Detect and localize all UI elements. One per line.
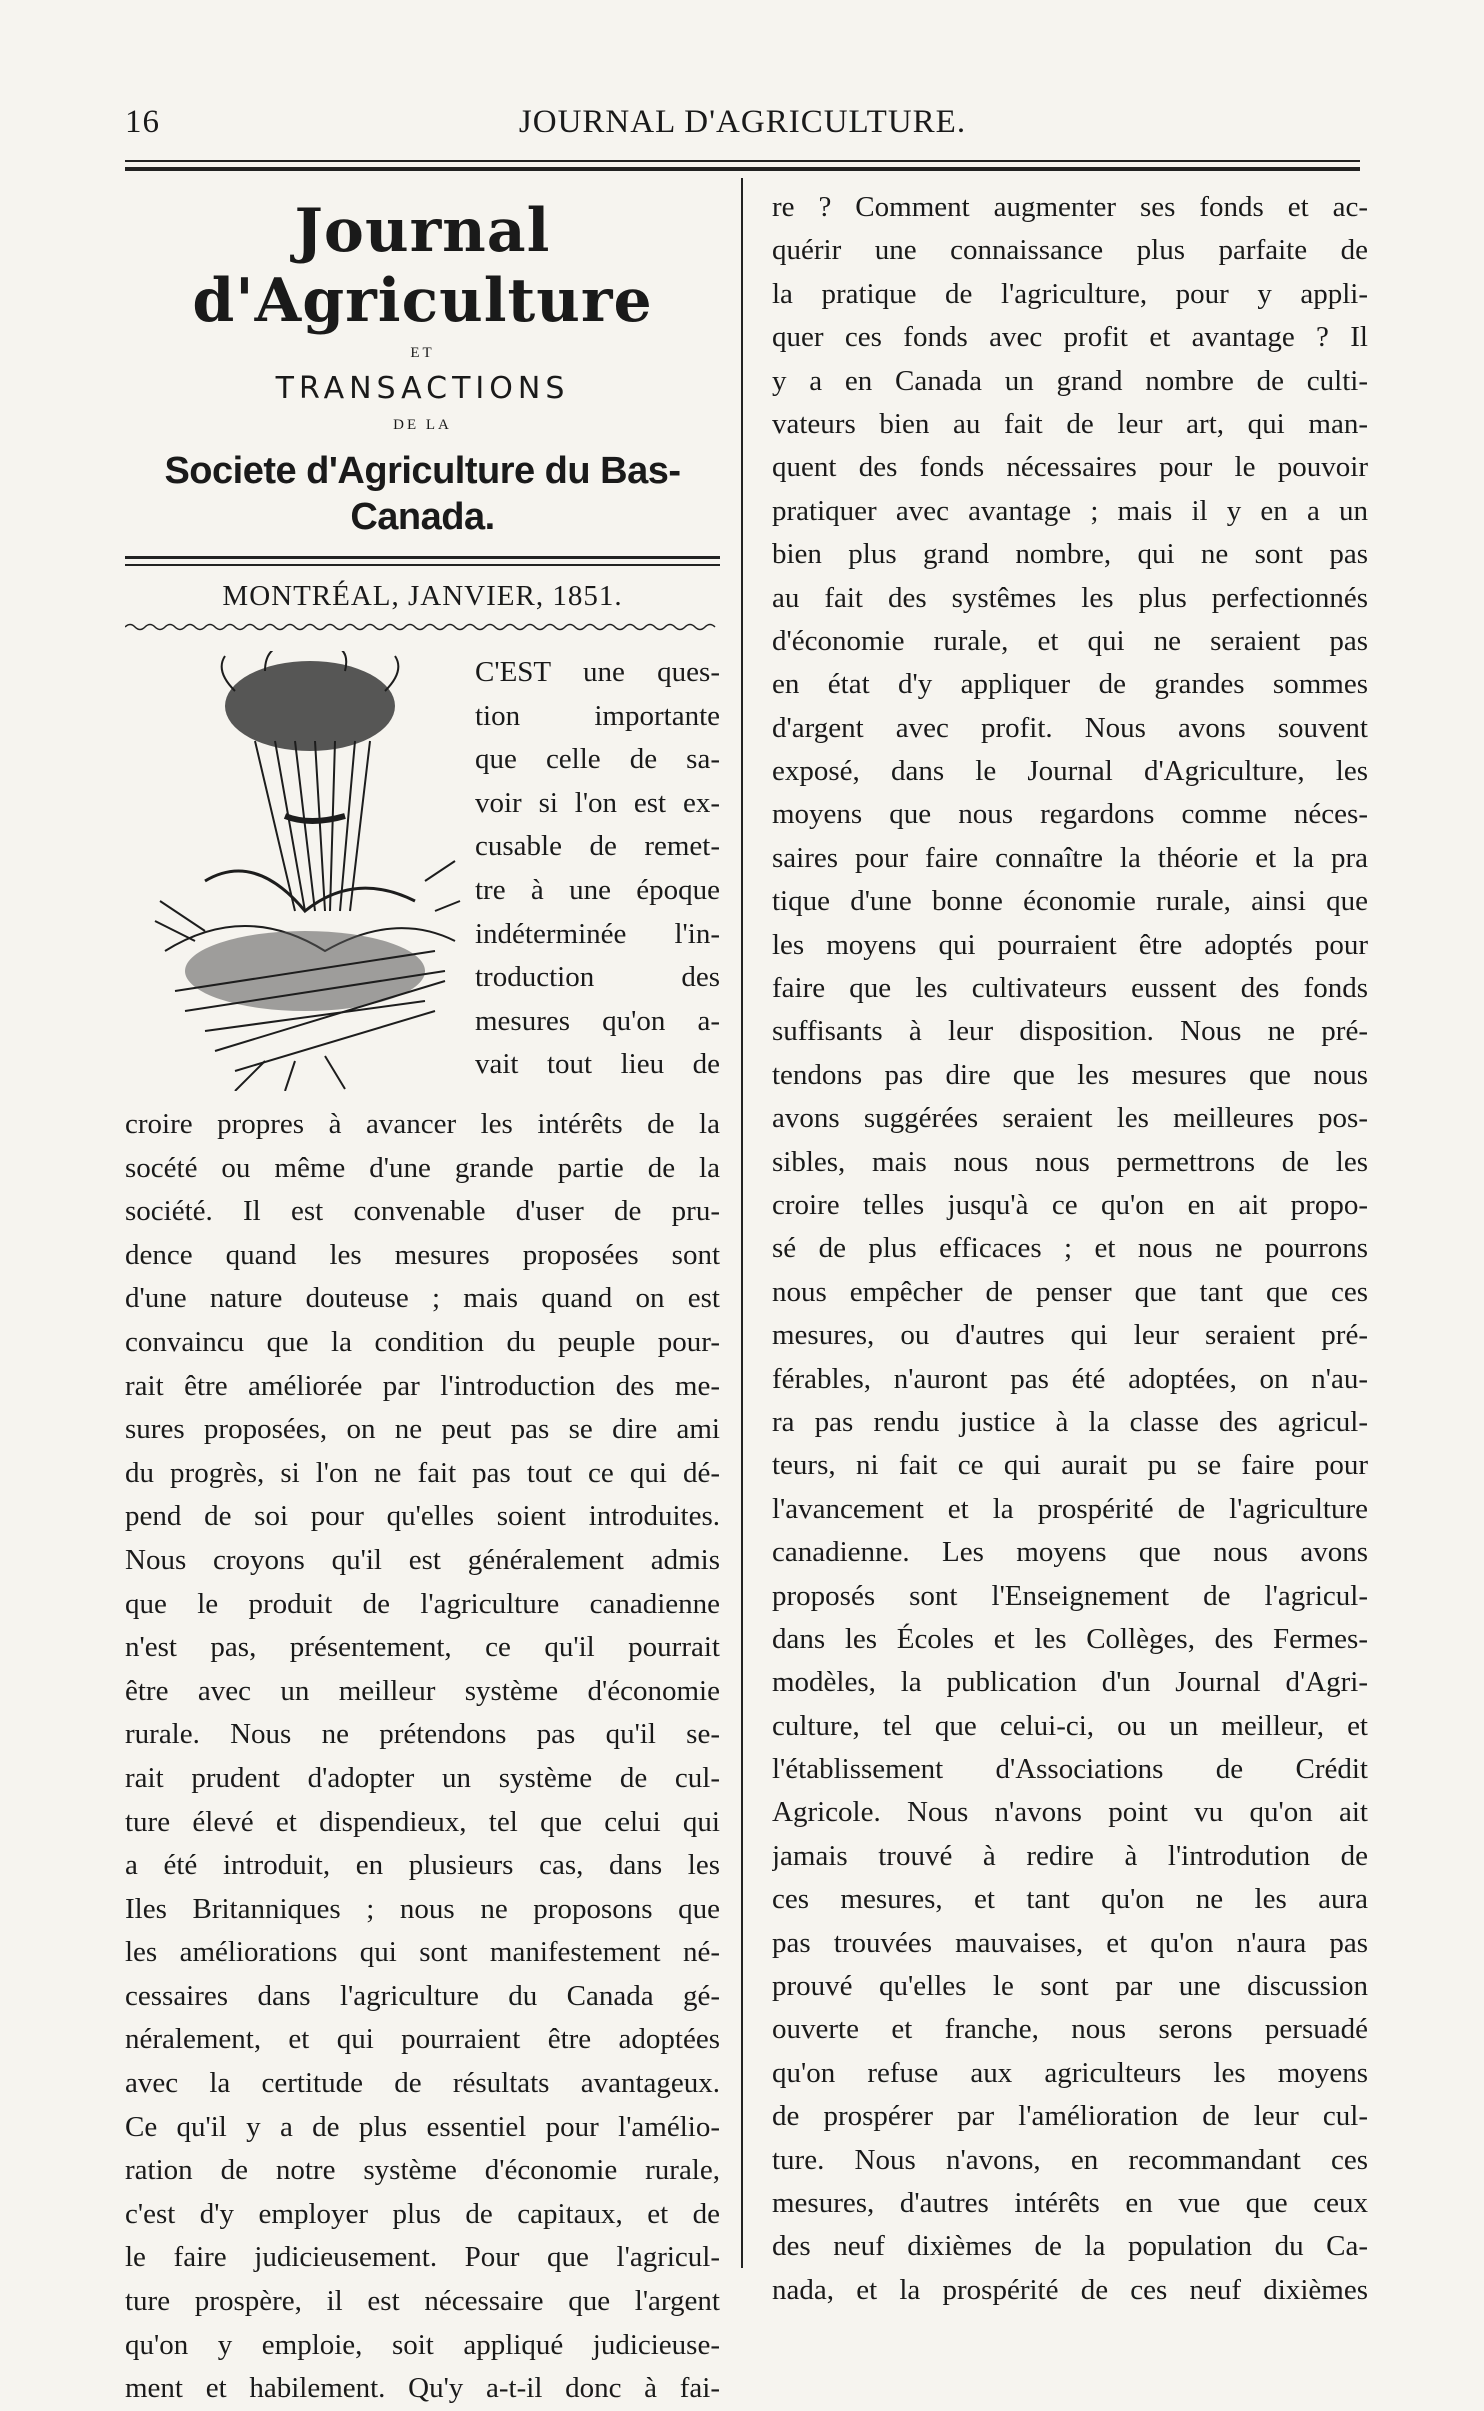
wrap-line: voir si l'on est ex- — [475, 786, 720, 819]
column-divider — [741, 178, 743, 2268]
text-line: sé de plus efficaces ; et nous ne pourrons — [772, 1232, 1368, 1265]
text-line: société. Il est convenable d'user de pru- — [125, 1195, 720, 1228]
text-line: moyens que nous regardons comme néces- — [772, 798, 1368, 831]
masthead-transactions: TRANSACTIONS — [275, 371, 570, 406]
text-line: modèles, la publication d'un Journal d'Agri- — [772, 1666, 1368, 1699]
text-line: re ? Comment augmenter ses fonds et ac- — [772, 191, 1368, 223]
text-line: de prospérer par l'amélioration de leur cul- — [772, 2100, 1368, 2133]
text-line: ces mesures, et tant qu'on ne les aura — [772, 1883, 1368, 1916]
text-line: qu'on refuse aux agriculteurs les moyens — [772, 2056, 1368, 2089]
text-line: tique d'une bonne économie rurale, ainsi que — [772, 885, 1368, 918]
text-line: d'économie rurale, et qui ne seraient pas — [772, 624, 1368, 657]
wrap-line: indéterminée l'in- — [475, 917, 720, 950]
text-line: qu'on y emploie, soit appliqué judicieuse- — [125, 2328, 720, 2361]
dateline: MONTRÉAL, JANVIER, 1851. — [222, 580, 623, 612]
text-line: cessaires dans l'agriculture du Canada gé- — [125, 1979, 720, 2012]
page-number: 16 — [125, 104, 160, 140]
text-line: ture élevé et dispendieux, tel que celui qui — [125, 1805, 720, 1838]
text-line: quérir une connaissance plus parfaite de — [772, 234, 1368, 267]
text-line: sibles, mais nous nous permettrons de les — [772, 1145, 1368, 1178]
masthead-title: Journal d'Agriculture — [192, 196, 653, 336]
text-line: ture prospère, il est nécessaire que l'argent — [125, 2285, 720, 2318]
wrap-text — [475, 651, 720, 1087]
top-rule-thick — [125, 167, 1360, 171]
text-line: nous empêcher de penser que tant que ces — [772, 1275, 1368, 1308]
running-title: JOURNAL D'AGRICULTURE. — [518, 104, 967, 140]
text-line: convaincu que la condition du peuple pour- — [125, 1325, 720, 1358]
text-line: ment et habilement. Qu'y a-t-il donc à fai- — [125, 2372, 720, 2405]
text-line: ra pas rendu justice à la classe des agricul- — [772, 1405, 1368, 1438]
text-line: a été introduit, en plusieurs cas, dans les — [125, 1849, 720, 1882]
text-line: le faire judicieusement. Pour que l'agricul- — [125, 2241, 720, 2274]
text-line: les améliorations qui sont manifestement né- — [125, 1936, 720, 1969]
text-line: teurs, ni fait ce qui aurait pu se faire pour — [772, 1449, 1368, 1482]
wrap-line: tre à une époque — [475, 873, 720, 906]
text-line: vateurs bien au fait de leur art, qui man- — [772, 407, 1368, 440]
text-line: d'une nature douteuse ; mais quand on est — [125, 1282, 720, 1315]
wrap-line: vait tout lieu de — [475, 1048, 720, 1081]
text-line: avec la certitude de résultats avantageux. — [125, 2067, 720, 2100]
text-line: d'argent avec profit. Nous avons souvent — [772, 711, 1368, 744]
text-line: tendons pas dire que les mesures que nous — [772, 1058, 1368, 1091]
text-line: prouvé qu'elles le sont par une discussion — [772, 1970, 1368, 2003]
text-line: en état d'y appliquer de grandes sommes — [772, 668, 1368, 701]
text-line: proposés sont l'Enseignement de l'agricul- — [772, 1579, 1368, 1612]
text-line: mesures, d'autres intérêts en vue que ceux — [772, 2186, 1368, 2219]
wrap-line: troduction des — [475, 961, 720, 994]
text-line: dence quand les mesures proposées sont — [125, 1238, 720, 1271]
right-column — [772, 186, 1368, 2312]
left-column — [125, 178, 720, 2411]
text-line: mesures, ou d'autres qui leur seraient pré- — [772, 1319, 1368, 1352]
text-line: ouverte et franche, nous serons persuadé — [772, 2013, 1368, 2046]
masthead-society: Societe d'Agriculture du Bas-Canada. — [164, 450, 681, 538]
text-line: rait prudent d'adopter un système de cul- — [125, 1761, 720, 1794]
text-line: exposé, dans le Journal d'Agriculture, les — [772, 755, 1368, 788]
text-line: pas trouvées mauvaises, et qu'on n'aura pas — [772, 1926, 1368, 1959]
text-line: rurale. Nous ne prétendons pas qu'il se- — [125, 1718, 720, 1751]
wheat-sheaf-icon — [145, 651, 465, 1091]
text-line: Ce qu'il y a de plus essentiel pour l'amélio- — [125, 2110, 720, 2143]
text-line: avons suggérées seraient les meilleures pos- — [772, 1102, 1368, 1135]
top-rule-thin — [125, 160, 1360, 162]
text-line: être avec un meilleur système d'économie — [125, 1674, 720, 1707]
text-line: quent des fonds nécessaires pour le pouvoir — [772, 451, 1368, 484]
text-line: rait être améliorée par l'introduction des me- — [125, 1369, 720, 1402]
wrap-line: cusable de remet- — [475, 830, 720, 863]
text-line: la pratique de l'agriculture, pour y appli- — [772, 277, 1368, 310]
wrap-line: C'EST une ques- — [475, 656, 720, 688]
text-line: Agricole. Nous n'avons point vu qu'on ait — [772, 1796, 1368, 1829]
text-line: bien plus grand nombre, qui ne sont pas — [772, 538, 1368, 571]
text-line: canadienne. Les moyens que nous avons — [772, 1536, 1368, 1569]
text-line: quer ces fonds avec profit et avantage ? Il — [772, 321, 1368, 354]
text-line: au fait des systêmes les plus perfectionnés — [772, 581, 1368, 614]
text-line: nada, et la prospérité de ces neuf dixièmes — [772, 2273, 1368, 2306]
text-line: jamais trouvé à redire à l'introdution de — [772, 1839, 1368, 1872]
text-line: des neuf dixièmes de la population du Ca- — [772, 2230, 1368, 2263]
text-line: Iles Britanniques ; nous ne proposons que — [125, 1892, 720, 1925]
text-line: dans les Écoles et les Collèges, des Fermes- — [772, 1622, 1368, 1655]
text-line: culture, tel que celui-ci, ou un meilleur, et — [772, 1709, 1368, 1742]
masthead-et: ET — [410, 345, 435, 361]
text-line: suffisants à leur disposition. Nous ne pré- — [772, 1015, 1368, 1048]
text-line: c'est d'y employer plus de capitaux, et de — [125, 2197, 720, 2230]
text-line: les moyens qui pourraient être adoptés pour — [772, 928, 1368, 961]
text-line: y a en Canada un grand nombre de culti- — [772, 364, 1368, 397]
wavy-rule — [125, 622, 720, 632]
text-line: ture. Nous n'avons, en recommandant ces — [772, 2143, 1368, 2176]
text-line: croire telles jusqu'à ce qu'on en ait propo- — [772, 1188, 1368, 1221]
text-line: férables, n'auront pas été adoptées, on n'au- — [772, 1362, 1368, 1395]
text-line: faire que les cultivateurs eussent des fonds — [772, 972, 1368, 1005]
text-line: du progrès, si l'on ne fait pas tout ce qui dé- — [125, 1456, 720, 1489]
masthead-rule-thin — [125, 564, 720, 566]
text-line: n'est pas, présentement, ce qu'il pourrait — [125, 1631, 720, 1664]
text-line: sures proposées, on ne peut pas se dire ami — [125, 1413, 720, 1446]
figure-with-wrap — [125, 651, 720, 1111]
masthead-de-la: DE LA — [393, 417, 452, 433]
text-line: croire propres à avancer les intérêts de la — [125, 1108, 720, 1140]
text-line: socété ou même d'une grande partie de la — [125, 1151, 720, 1184]
text-line: l'avancement et la prospérité de l'agriculture — [772, 1492, 1368, 1525]
wrap-line: que celle de sa- — [475, 743, 720, 776]
text-line: saires pour faire connaître la théorie et la pra — [772, 841, 1368, 874]
masthead-rule-thick — [125, 556, 720, 559]
text-line: l'établissement d'Associations de Crédit — [772, 1753, 1368, 1786]
left-body-text — [125, 1103, 720, 2411]
text-line: pratiquer avec avantage ; mais il y en a un — [772, 494, 1368, 527]
wrap-line: mesures qu'on a- — [475, 1004, 720, 1037]
running-head — [125, 100, 1360, 150]
text-line: pend de soi pour qu'elles soient introduites. — [125, 1500, 720, 1533]
text-line: Nous croyons qu'il est généralement admis — [125, 1543, 720, 1576]
text-line: néralement, et qui pourraient être adoptées — [125, 2023, 720, 2056]
text-line: que le produit de l'agriculture canadienne — [125, 1587, 720, 1620]
text-line: ration de notre système d'économie rurale, — [125, 2154, 720, 2187]
wrap-line: tion importante — [475, 699, 720, 732]
